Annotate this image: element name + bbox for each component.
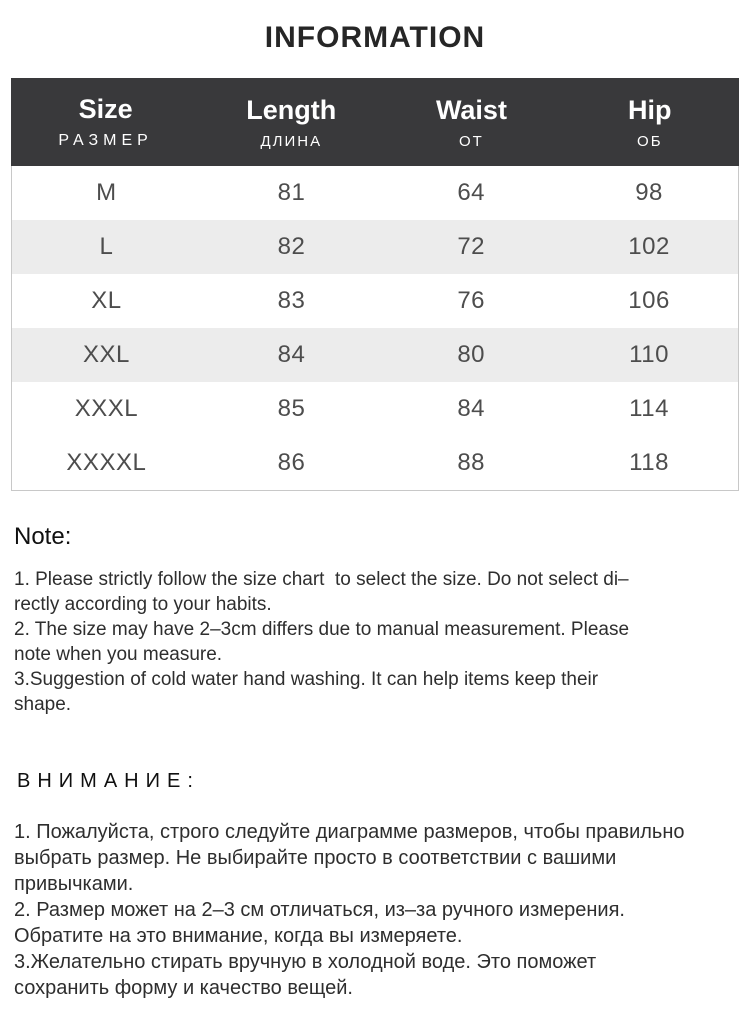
attention-line: 3.Желательно стирать вручную в холодной воде. Это поможет [14, 951, 597, 973]
attention-line: привычками. [14, 873, 134, 895]
cell-length: 86 [277, 449, 306, 476]
table-row [12, 382, 738, 436]
header-cell-hip [561, 78, 739, 166]
note-line: shape. [14, 694, 72, 715]
cell-hip: 118 [629, 449, 669, 476]
header-length-ru: ДЛИНА [260, 132, 323, 150]
header-size-ru: РАЗМЕР [58, 132, 153, 149]
cell-size: M [96, 179, 117, 206]
note-line: 2. The size may have 2–3cm differs due to manual measurement. Please [14, 619, 630, 640]
attention-line: сохранить форму и качество вещей. [14, 977, 353, 999]
cell-waist: 76 [457, 287, 486, 314]
size-table [11, 78, 739, 491]
attention-section [14, 769, 736, 1001]
cell-hip: 110 [629, 341, 669, 368]
note-line: 3.Suggestion of cold water hand washing. It can help items keep their [14, 669, 599, 690]
table-row [12, 166, 738, 220]
attention-line: 1. Пожалуйста, строго следуйте диаграмме размеров, чтобы правильно [14, 821, 685, 843]
cell-waist: 72 [457, 233, 486, 260]
table-row [12, 274, 738, 328]
cell-length: 82 [277, 233, 306, 260]
note-line: 1. Please strictly follow the size chart to select the size. Do not select di– [14, 569, 629, 590]
cell-length: 84 [277, 341, 306, 368]
cell-length: 81 [277, 179, 306, 206]
header-waist-ru: ОТ [459, 132, 484, 150]
note-line: note when you measure. [14, 644, 223, 665]
cell-waist: 88 [457, 449, 486, 476]
cell-waist: 84 [457, 395, 486, 422]
cell-size: XXXXL [66, 449, 147, 476]
attention-heading: ВНИМАНИЕ: [17, 770, 200, 792]
header-hip-ru: ОБ [637, 132, 663, 150]
page-title: INFORMATION [264, 21, 486, 54]
note-section [14, 523, 736, 717]
attention-line: выбрать размер. Не выбирайте просто в соответствии с вашими [14, 847, 617, 869]
cell-length: 83 [277, 287, 306, 314]
header-waist-en: Waist [435, 94, 507, 125]
table-row [12, 220, 738, 274]
cell-length: 85 [277, 395, 306, 422]
attention-text [14, 819, 736, 1001]
attention-line: 2. Размер может на 2–3 см отличаться, из–за ручного измерения. [14, 899, 625, 921]
header-cell-waist [382, 78, 560, 166]
attention-line: Обратите на это внимание, когда вы измеряете. [14, 925, 463, 947]
header-hip-en: Hip [628, 94, 672, 125]
cell-hip: 106 [628, 287, 670, 314]
note-heading: Note: [14, 523, 72, 550]
header-cell-length [200, 78, 382, 166]
cell-size: XXXL [74, 395, 139, 422]
header-length-en: Length [246, 94, 337, 125]
header-cell-size [11, 78, 200, 166]
cell-hip: 98 [635, 179, 663, 206]
note-text [14, 567, 736, 717]
cell-waist: 80 [457, 341, 486, 368]
size-table-header [11, 78, 739, 166]
cell-size: L [99, 233, 114, 260]
header-size-en: Size [78, 94, 133, 124]
cell-waist: 64 [457, 179, 486, 206]
note-line: rectly according to your habits. [14, 594, 272, 615]
cell-hip: 114 [629, 395, 669, 422]
cell-hip: 102 [628, 233, 670, 260]
size-table-body [11, 166, 739, 491]
cell-size: XL [91, 287, 122, 314]
table-row [12, 436, 738, 490]
cell-size: XXL [82, 341, 130, 368]
table-row [12, 328, 738, 382]
